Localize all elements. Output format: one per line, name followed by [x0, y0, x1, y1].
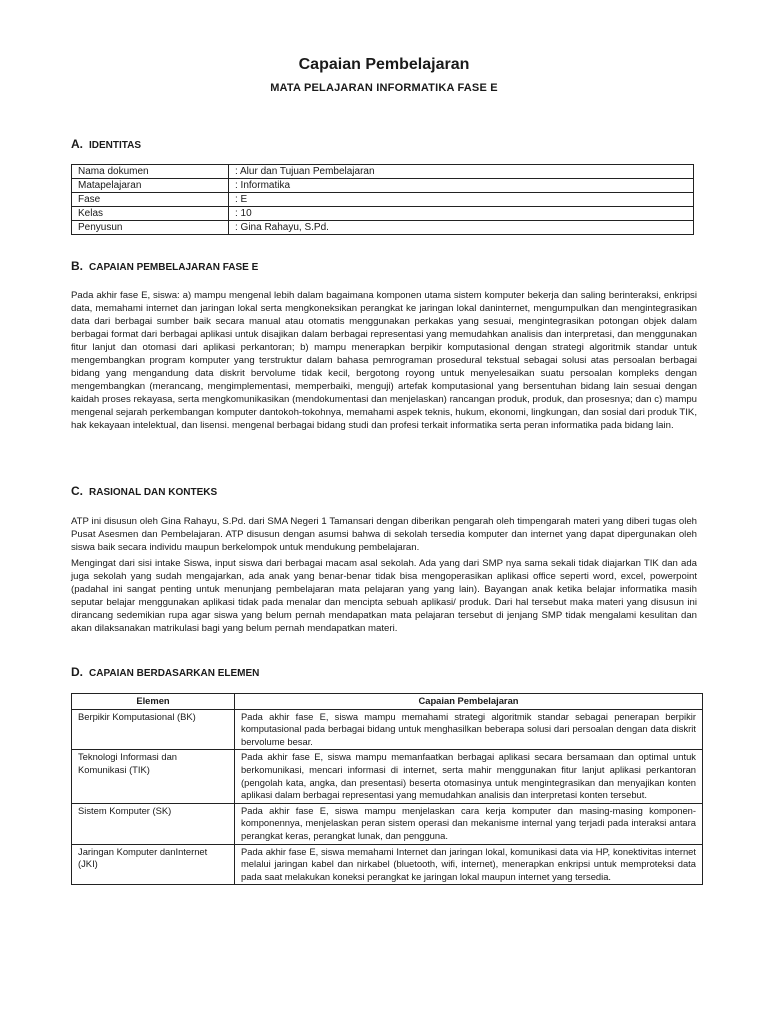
capaian-cell: Pada akhir fase E, siswa mampu menjelaskan cara kerja komputer dan masing-masing komponen-komponennya, menjelaskan peran sistem operasi dan mekanisme internal yang terjadi pada interaksi antara perangkat keras, perangkat lunak, dan pengguna. [235, 803, 703, 844]
elemen-cell: Sistem Komputer (SK) [72, 803, 235, 844]
identitas-table [71, 164, 694, 235]
section-c-title: RASIONAL DAN KONTEKS [89, 487, 218, 498]
page-subtitle: MATA PELAJARAN INFORMATIKA FASE E [270, 82, 498, 94]
section-c-heading [71, 484, 217, 498]
elemen-cell: Jaringan Komputer danInternet (JKI) [72, 844, 235, 885]
table-row [72, 844, 703, 885]
column-header-capaian: Capaian Pembelajaran [235, 694, 703, 710]
table-row [72, 221, 694, 235]
section-c-letter: C. [71, 484, 83, 498]
identitas-value: : Alur dan Tujuan Pembelajaran [229, 165, 694, 179]
page-title: Capaian Pembelajaran [298, 56, 470, 73]
table-row [72, 803, 703, 844]
section-b-heading [71, 259, 258, 273]
rasional-paragraph-2: Mengingat dari sisi intake Siswa, input siswa dari berbagai macam asal sekolah. Ada yang dari SMP nya sama sekali tidak diajarkan TIK dan ada juga sekolah yang sudah mengajarkan, ada anak yang benar-benar tidak bisa mengoperasikan aplikasi office seperti word, excel, powerpoint (padahal ini sangat penting untuk menunjang pembelajaran mata pelajaran yang yang lain). Bayangan anak ketika belajar informatika masih seputar belajar menggunakan aplikasi tidak pada menalar dan mencipta sebuah aplikasi/ produk. Dari hal tersebut maka materi yang disusun ini dirancang sedemikian rupa agar siswa yang belum pernah mendapatkan mata pelajaran tersebut di jenjang SMP tidak mengalami kesulitan dan akan dilaksanakan matrikulasi bagi yang belum pernah mendapatkan materi. [71, 558, 697, 634]
identitas-value: : Informatika [229, 179, 694, 193]
table-row [72, 709, 703, 750]
table-header-row [72, 694, 703, 710]
section-b-title: CAPAIAN PEMBELAJARAN FASE E [89, 262, 259, 273]
table-row [72, 750, 703, 803]
section-a-letter: A. [71, 137, 83, 151]
elemen-cell: Teknologi Informasi dan Komunikasi (TIK) [72, 750, 235, 803]
table-row [72, 193, 694, 207]
section-a-title: IDENTITAS [89, 140, 142, 151]
identitas-value: : Gina Rahayu, S.Pd. [229, 221, 694, 235]
elemen-table [71, 693, 703, 885]
identitas-label: Penyusun [72, 221, 229, 235]
table-row [72, 207, 694, 221]
identitas-value: : 10 [229, 207, 694, 221]
rasional-paragraph-1: ATP ini disusun oleh Gina Rahayu, S.Pd. dari SMA Negeri 1 Tamansari dengan diberikan pengarah oleh timpengarah materi yang diberi tugas oleh Pusat Asesmen dan Pembelajaran. ATP disusun dengan asumsi bahwa di sekolah tersedia komputer dan internet yang dapat dipergunakan oleh siswa baik secara individu maupun berkelompok untuk mendukung pembelajaran. [71, 516, 697, 553]
column-header-elemen: Elemen [72, 694, 235, 710]
table-row [72, 165, 694, 179]
section-a-heading [71, 137, 141, 151]
section-b-letter: B. [71, 259, 83, 273]
capaian-cell: Pada akhir fase E, siswa mampu memahami strategi algoritmik standar sebagai penerapan berpikir komputasional pada berbagai bidang untuk menghasilkan beberapa solusi dari persoalan dengan data diskrit bervolume besar. [235, 709, 703, 750]
capaian-cell: Pada akhir fase E, siswa mampu memanfaatkan berbagai aplikasi secara bersamaan dan optimal untuk berkomunikasi, mencari informasi di internet, serta mahir menggunakan fitur lanjut aplikasi perkantoran (pengolah kata, angka, dan presentasi) beserta otomasinya untuk mengintegrasikan dan menyajikan konten aplikasi dalam berbagai representasi yang memudahkan analisis dan interpretasi konten tersebut. [235, 750, 703, 803]
section-d-title: CAPAIAN BERDASARKAN ELEMEN [89, 668, 260, 679]
section-d-letter: D. [71, 665, 83, 679]
elemen-cell: Berpikir Komputasional (BK) [72, 709, 235, 750]
identitas-label: Matapelajaran [72, 179, 229, 193]
capaian-fase-e-paragraph: Pada akhir fase E, siswa: a) mampu mengenal lebih dalam bagaimana komponen utama sistem komputer bekerja dan saling berinteraksi, enkripsi data, memahami internet dan jaringan lokal serta mengkoneksikan perangkat ke jaringan lokal daninternet, mengumpulkan dan mengintegrasikan data dari berbagai sumber baik secara manual atau otomatis menggunakan perkakas yang sesuai, mengintegrasikan potongan objek dalam berbagai format dari berbagai aplikasi untuk disajikan dalam berbagai representasi yang memudahkan analisis dan interpretasi, dan menggunakan fitur lanjut dan otomasi dari aplikasi perkantoran; b) mampu menerapkan berpikir komputasional dengan strategi algoritmik standar untuk mengembangkan program komputer yang terstruktur dalam bahasa pemrograman prosedural tekstual sebagai solusi atas persoalan berbagai bidang yang mengandung data diskrit bervolume tidak kecil, bergotong royong untuk menyelesaikan suatu persoalan kompleks dengan mengembangkan (merancang, mengimplementasi, memperbaiki, menguji) artefak komputasional yang bersentuhan bidang lain sesuai dengan kaidah proses rekayasa, serta mengkomunikasikan (mendokumentasi dan menjelaskan) rancangan produk, produk, dan prosesnya; dan c) mampu mengenal sejarah perkembangan komputer dantokoh-tokohnya, memahami aspek teknis, hukum, ekonomi, lingkungan, dan sosial dari produk TIK, hak kekayaan intelektual, dan lisensi. mengenal berbagai bidang studi dan profesi terkait informatika serta peran informatika pada bidang lain. [71, 290, 697, 431]
identitas-value: : E [229, 193, 694, 207]
identitas-label: Kelas [72, 207, 229, 221]
section-d-heading [71, 665, 259, 679]
identitas-label: Nama dokumen [72, 165, 229, 179]
identitas-label: Fase [72, 193, 229, 207]
capaian-cell: Pada akhir fase E, siswa memahami Internet dan jaringan lokal, komunikasi data via HP, konektivitas internet melalui jaringan kabel dan nirkabel (bluetooth, wifi, internet), menerapkan enkripsi untuk memproteksi data pada saat melakukan koneksi perangkat ke jaringan lokal maupun internet yang tersedia. [235, 844, 703, 885]
table-row [72, 179, 694, 193]
